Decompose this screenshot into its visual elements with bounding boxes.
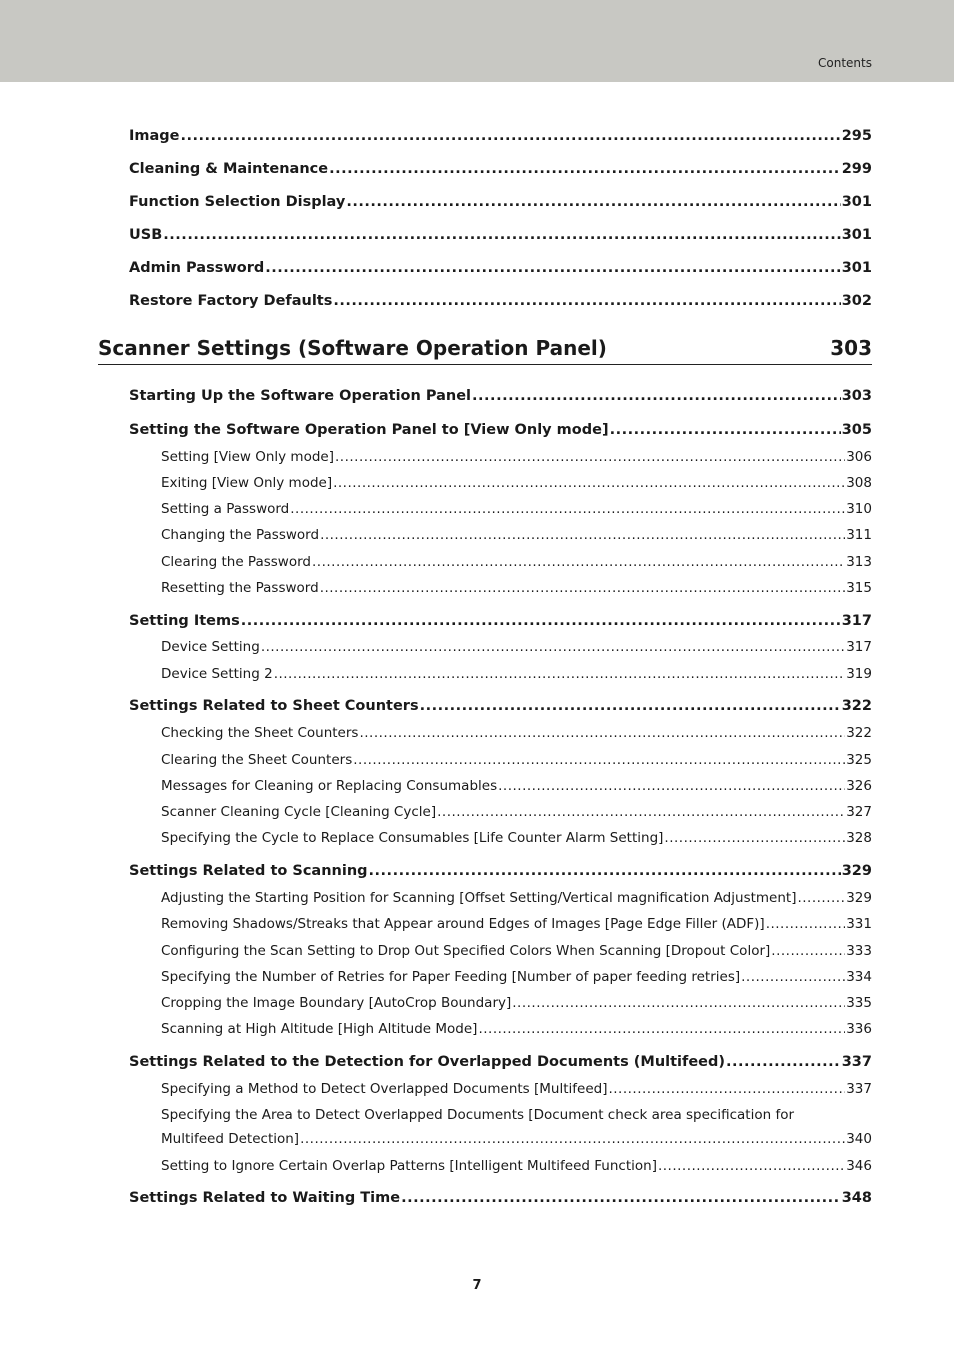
- toc-entry-title: Setting [View Only mode]: [161, 449, 334, 465]
- toc-entry-title: Specifying the Cycle to Replace Consumables [Life Counter Alarm Setting]: [161, 830, 664, 846]
- toc-entry-title: Setting to Ignore Certain Overlap Patterns [Intelligent Multifeed Function]: [161, 1158, 657, 1174]
- toc-entry-page: 301: [841, 194, 872, 210]
- toc-subsection-entry[interactable]: [161, 778, 872, 794]
- toc-entry-page: 337: [846, 1081, 872, 1097]
- toc-section-entry[interactable]: [129, 1054, 872, 1070]
- toc-entry-page: 327: [846, 804, 872, 820]
- toc-section-entry[interactable]: [129, 422, 872, 438]
- toc-dot-leader: [472, 388, 841, 404]
- toc-dot-leader: [181, 128, 841, 144]
- toc-entry-page: 310: [846, 501, 872, 517]
- toc-section-entry[interactable]: [129, 293, 872, 309]
- toc-subsection-entry[interactable]: [161, 890, 872, 906]
- toc-entry-page: 340: [846, 1131, 872, 1147]
- toc-entry-title: Restore Factory Defaults: [129, 293, 333, 309]
- toc-entry-page: 301: [841, 260, 872, 276]
- chapter-heading[interactable]: [98, 336, 872, 365]
- toc-entry-page: 322: [846, 725, 872, 741]
- toc-entry-page: 319: [846, 666, 872, 682]
- toc-section-entry[interactable]: [129, 698, 872, 714]
- toc-entry-page: 305: [841, 422, 872, 438]
- toc-subsection-entry[interactable]: [161, 449, 872, 465]
- toc-dot-leader: [312, 554, 845, 570]
- toc-entry-title: Settings Related to Sheet Counters: [129, 698, 419, 714]
- toc-dot-leader: [608, 1081, 845, 1097]
- toc-entry-title: Starting Up the Software Operation Panel: [129, 388, 472, 404]
- toc-entry-page: 306: [846, 449, 872, 465]
- toc-subsection-entry[interactable]: [161, 1021, 872, 1037]
- toc-entry-page: 329: [841, 863, 872, 879]
- toc-entry-title: Configuring the Scan Setting to Drop Out Specified Colors When Scanning [Dropout Color]: [161, 943, 771, 959]
- chapter-page: 303: [830, 336, 872, 360]
- toc-dot-leader: [726, 1054, 841, 1070]
- toc-entry-title: Settings Related to Scanning: [129, 863, 368, 879]
- toc-subsection-entry[interactable]: [161, 804, 872, 820]
- toc-dot-leader: [658, 1158, 845, 1174]
- toc-section-entry[interactable]: [129, 388, 872, 404]
- toc-entry-title: Setting a Password: [161, 501, 290, 517]
- toc-entry-title: Setting Items: [129, 613, 240, 629]
- toc-dot-leader: [478, 1021, 845, 1037]
- toc-section-entry[interactable]: [129, 128, 872, 144]
- page-number: 7: [472, 1278, 482, 1293]
- toc-section-entry[interactable]: [129, 613, 872, 629]
- toc-dot-leader: [320, 580, 846, 596]
- toc-entry-page: 325: [846, 752, 872, 768]
- toc-dot-leader: [333, 475, 845, 491]
- toc-entry-title: Admin Password: [129, 260, 265, 276]
- toc-entry-page: 315: [846, 580, 872, 596]
- toc-dot-leader: [664, 830, 845, 846]
- toc-entry-title: Checking the Sheet Counters: [161, 725, 359, 741]
- toc-section-entry[interactable]: [129, 1190, 872, 1206]
- toc-entry-title: Messages for Cleaning or Replacing Consumables: [161, 778, 498, 794]
- toc-section-entry[interactable]: [129, 161, 872, 177]
- toc-subsection-entry[interactable]: [161, 554, 872, 570]
- toc-entry-page: 329: [846, 890, 872, 906]
- toc-entry-title: Specifying the Number of Retries for Paper Feeding [Number of paper feeding retries]: [161, 969, 741, 985]
- toc-entry-page: 337: [841, 1054, 872, 1070]
- toc-entry-title: Device Setting: [161, 639, 260, 655]
- toc-subsection-entry[interactable]: [161, 969, 872, 985]
- toc-entry-page: 322: [841, 698, 872, 714]
- toc-entry-page: 317: [841, 613, 872, 629]
- toc-subsection-entry[interactable]: [161, 943, 872, 959]
- toc-subsection-entry[interactable]: [161, 475, 872, 491]
- toc-entry-page: 334: [846, 969, 872, 985]
- toc-subsection-entry[interactable]: [161, 1081, 872, 1097]
- toc-entry-page: 336: [846, 1021, 872, 1037]
- chapter-title: Scanner Settings (Software Operation Panel): [98, 336, 607, 360]
- toc-subsection-entry[interactable]: [161, 830, 872, 846]
- toc-entry-page: 331: [846, 916, 872, 932]
- toc-dot-leader: [261, 639, 845, 655]
- toc-entry-page: 348: [841, 1190, 872, 1206]
- toc-dot-leader: [369, 863, 841, 879]
- toc-entry-page: 311: [846, 527, 872, 543]
- toc-entry-page: 328: [846, 830, 872, 846]
- toc-entry-page: 299: [841, 161, 872, 177]
- toc-dot-leader: [163, 227, 840, 243]
- toc-entry-title: Setting the Software Operation Panel to [View Only mode]: [129, 422, 609, 438]
- toc-entry-title: Settings Related to the Detection for Overlapped Documents (Multifeed): [129, 1054, 726, 1070]
- toc-entry-title: Settings Related to Waiting Time: [129, 1190, 401, 1206]
- toc-subsection-entry[interactable]: [161, 916, 872, 932]
- toc-entry-page: 335: [846, 995, 872, 1011]
- toc-subsection-entry[interactable]: [161, 995, 872, 1011]
- toc-dot-leader: [241, 613, 841, 629]
- toc-dot-leader: [300, 1131, 845, 1147]
- toc-entry-page: 295: [841, 128, 872, 144]
- toc-entry-title: Cleaning & Maintenance: [129, 161, 329, 177]
- toc-entry-title: Removing Shadows/Streaks that Appear around Edges of Images [Page Edge Filler (ADF)]: [161, 916, 765, 932]
- toc-entry-title: Scanner Cleaning Cycle [Cleaning Cycle]: [161, 804, 437, 820]
- toc-entry-title: Adjusting the Starting Position for Scanning [Offset Setting/Vertical magnification Adjustment]: [161, 890, 797, 906]
- toc-entry-page: 333: [846, 943, 872, 959]
- toc-dot-leader: [766, 916, 846, 932]
- toc-dot-leader: [290, 501, 845, 517]
- toc-entry-title-continuation: Multifeed Detection]: [161, 1131, 300, 1147]
- header-section-label: Contents: [818, 56, 872, 70]
- toc-dot-leader: [346, 194, 840, 210]
- toc-section-entry[interactable]: [129, 227, 872, 243]
- toc-subsection-entry[interactable]: [161, 1158, 872, 1174]
- toc-entry-page: 346: [846, 1158, 872, 1174]
- toc-dot-leader: [353, 752, 845, 768]
- toc-dot-leader: [329, 161, 841, 177]
- toc-dot-leader: [498, 778, 845, 794]
- toc-section-entry[interactable]: [129, 194, 872, 210]
- toc-subsection-entry[interactable]: [161, 752, 872, 768]
- toc-entry-title: Cropping the Image Boundary [AutoCrop Boundary]: [161, 995, 512, 1011]
- toc-entry-title: Scanning at High Altitude [High Altitude Mode]: [161, 1021, 478, 1037]
- toc-entry-title: Function Selection Display: [129, 194, 346, 210]
- toc-section-entry[interactable]: [129, 863, 872, 879]
- toc-subsection-entry[interactable]: [161, 725, 872, 741]
- toc-entry-title: Specifying a Method to Detect Overlapped Documents [Multifeed]: [161, 1081, 608, 1097]
- toc-entry-page: 302: [841, 293, 872, 309]
- toc-dot-leader: [437, 804, 845, 820]
- toc-dot-leader: [274, 666, 846, 682]
- toc-entry-page: 308: [846, 475, 872, 491]
- toc-entry-page: 301: [841, 227, 872, 243]
- toc-subsection-entry[interactable]: [161, 501, 872, 517]
- toc-subsection-entry[interactable]: [161, 666, 872, 682]
- toc-dot-leader: [265, 260, 840, 276]
- toc-dot-leader: [335, 449, 845, 465]
- toc-dot-leader: [420, 698, 841, 714]
- toc-dot-leader: [333, 293, 840, 309]
- toc-subsection-entry[interactable]: [161, 1107, 872, 1123]
- toc-entry-title: Clearing the Password: [161, 554, 311, 570]
- toc-entry-title: Image: [129, 128, 180, 144]
- toc-entry-title: Exiting [View Only mode]: [161, 475, 333, 491]
- toc-dot-leader: [741, 969, 845, 985]
- toc-entry-title: Clearing the Sheet Counters: [161, 752, 353, 768]
- toc-subsection-entry[interactable]: [161, 639, 872, 655]
- toc-dot-leader: [797, 890, 845, 906]
- toc-entry-page: 303: [841, 388, 872, 404]
- toc-dot-leader: [771, 943, 845, 959]
- toc-subsection-entry[interactable]: [161, 527, 872, 543]
- toc-dot-leader: [401, 1190, 841, 1206]
- toc-entry-page: 326: [846, 778, 872, 794]
- toc-section-entry[interactable]: [129, 260, 872, 276]
- toc-dot-leader: [320, 527, 845, 543]
- toc-subsection-entry-continuation[interactable]: [161, 1131, 872, 1147]
- toc-subsection-entry[interactable]: [161, 580, 872, 596]
- toc-entry-title: Specifying the Area to Detect Overlapped Documents [Document check area specification for: [161, 1107, 795, 1123]
- toc-entry-title: USB: [129, 227, 163, 243]
- toc-entry-title: Changing the Password: [161, 527, 320, 543]
- toc-dot-leader: [359, 725, 845, 741]
- toc-entry-title: Device Setting 2: [161, 666, 273, 682]
- toc-entry-title: Resetting the Password: [161, 580, 319, 596]
- toc-dot-leader: [512, 995, 845, 1011]
- toc-dot-leader: [610, 422, 841, 438]
- toc-entry-page: 317: [846, 639, 872, 655]
- toc-entry-page: 313: [846, 554, 872, 570]
